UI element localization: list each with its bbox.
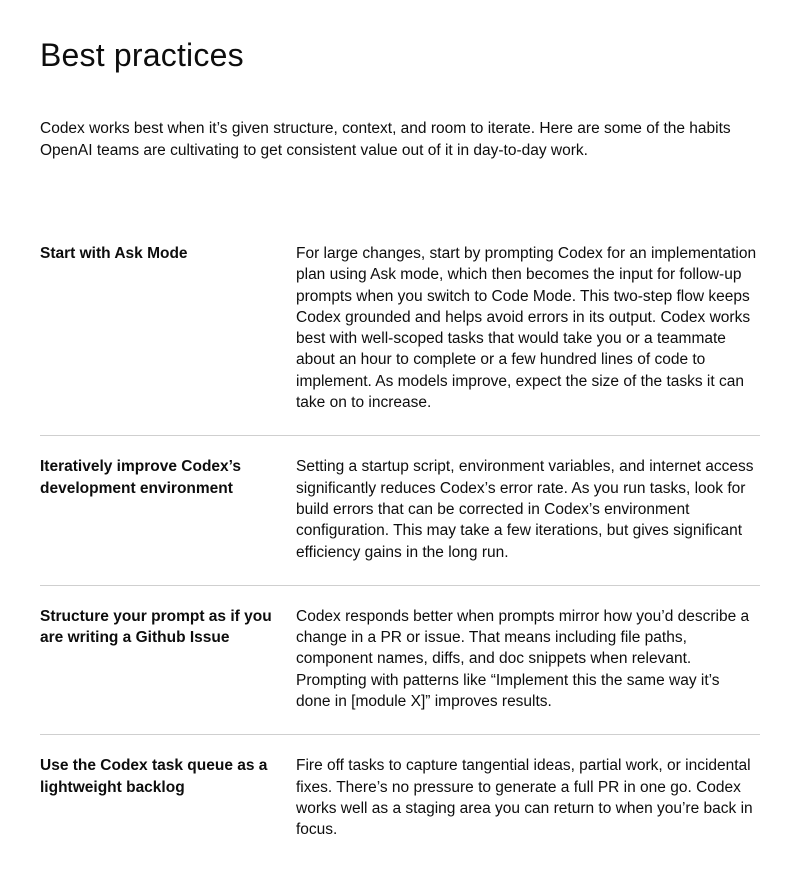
practice-title: Use the Codex task queue as a lightweight backlog	[40, 757, 268, 796]
practice-description: For large changes, start by prompting Codex for an implementation plan using Ask mode, which then becomes the input for follow-up prompts when you switch to Code Mode. This two-step flow keeps Codex grounded and helps avoid errors in its output. Codex works best with well-scoped tasks that would take you or a teammate about an hour to complete or a few hundred lines of code to implement. As models improve, expect the size of the tasks it can take on to increase.	[296, 245, 757, 412]
practice-title: Iteratively improve Codex’s development environment	[40, 458, 242, 497]
practice-title: Structure your prompt as if you are writing a Github Issue	[40, 607, 272, 647]
practice-row-ask-mode	[40, 223, 760, 436]
practice-title: Start with Ask Mode	[40, 245, 188, 262]
practice-row-github-issue-prompt	[40, 586, 760, 735]
practice-row-task-queue	[40, 735, 760, 862]
practice-row-dev-environment	[40, 436, 760, 585]
practices-list	[40, 223, 760, 863]
practice-description: Codex responds better when prompts mirror how you’d describe a change in a PR or issue. That means including file paths, component names, diffs, and doc snippets when relevant. Prompting with patterns like “Implement this the same way it’s done in [module X]” improves results.	[296, 607, 750, 711]
page-title: Best practices	[40, 37, 244, 73]
intro-paragraph: Codex works best when it’s given structure, context, and room to iterate. Here are some of the habits OpenAI teams are cultivating to get consistent value out of it in day-to-day work.	[40, 120, 731, 159]
practice-description: Setting a startup script, environment variables, and internet access significantly reduces Codex’s error rate. As you run tasks, look for build errors that can be corrected in Codex’s environment configuration. This may take a few iterations, but gives significant efficiency gains in the long run.	[296, 458, 754, 561]
practice-description: Fire off tasks to capture tangential ideas, partial work, or incidental fixes. There’s no pressure to generate a full PR in one go. Codex works well as a staging area you can return to when you’re back in focus.	[296, 757, 753, 839]
